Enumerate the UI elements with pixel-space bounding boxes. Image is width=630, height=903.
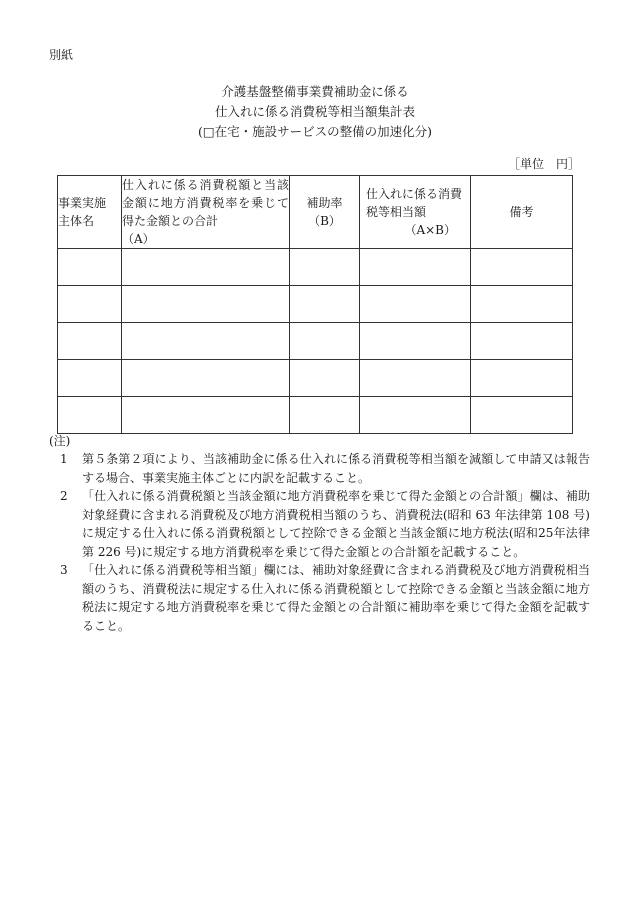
unit-label: ［単位 円］ [507,157,580,171]
header-tax-equivalent [360,176,471,249]
header-tax-suffix: （A） [122,232,155,246]
header-equiv-suffix: （A×B） [404,223,456,237]
header-equiv-line1: 仕入れに係る消費 [366,187,463,201]
table-cell[interactable] [290,397,360,434]
table-row [58,397,573,434]
attachment-label: 別紙 [49,48,74,62]
table-cell[interactable] [58,323,122,360]
notes-list [60,450,590,635]
note-item [60,561,590,635]
table-header-row [58,176,573,249]
header-rate-label: 補助率 [306,196,343,210]
table-cell[interactable] [58,286,122,323]
table-body [58,249,573,434]
summary-table [57,175,573,434]
title-line-3: (□在宅・施設サービスの整備の加速化分) [197,124,433,139]
note-number: 2 [60,489,68,503]
table-cell[interactable] [360,249,471,286]
header-equiv-line2: 税等相当額 [366,205,427,219]
header-tax-text: 仕入れに係る消費税額と当該金額に地方消費税率を乗じて得た金額との合計 [122,178,289,228]
note-item [60,450,590,487]
table-cell[interactable] [58,360,122,397]
header-entity-line2: 主体名 [58,214,95,228]
table-cell[interactable] [290,249,360,286]
table-row [58,249,573,286]
note-item [60,487,590,561]
table-cell[interactable] [290,286,360,323]
table-cell[interactable] [360,360,471,397]
table-cell[interactable] [471,286,573,323]
title-line-2: 仕入れに係る消費税等相当額集計表 [214,104,415,119]
notes-label: (注) [49,434,71,448]
note-number: 3 [60,563,68,577]
table-cell[interactable] [122,323,290,360]
table-cell[interactable] [471,397,573,434]
table-cell[interactable] [58,249,122,286]
table-cell[interactable] [471,249,573,286]
table-cell[interactable] [360,286,471,323]
note-text: 「仕入れに係る消費税額と当該金額に地方消費税率を乗じて得た金額との合計額」欄は、補助対象経費に含まれる消費税及び地方消費税相当額のうち、消費税法(昭和 63 年法律第 108 号)に規定する仕入れに係る消費税額として控除できる金額と当該金額に地方税法(昭和25年法律第 226 号)に規定する地方消費税率を乗じて得た金額との合計額を記載すること。 [82,489,590,559]
table-cell[interactable] [122,360,290,397]
header-remarks: 備考 [471,176,573,249]
note-text: 第５条第２項により、当該補助金に係る仕入れに係る消費税等相当額を減額して申請又は報告する場合、事業実施主体ごとに内訳を記載すること。 [82,452,590,485]
table-cell[interactable] [290,360,360,397]
table-cell[interactable] [471,323,573,360]
table-row [58,360,573,397]
header-entity-line1: 事業実施 [58,196,107,210]
note-number: 1 [60,452,68,466]
title-line-1: 介護基盤整備事業費補助金に係る [221,84,409,99]
header-tax-total [122,176,290,249]
table-cell[interactable] [471,360,573,397]
table-cell[interactable] [360,323,471,360]
header-subsidy-rate [290,176,360,249]
table-cell[interactable] [58,397,122,434]
table-row [58,323,573,360]
header-rate-suffix: （B） [308,214,341,228]
header-entity-name [58,176,122,249]
table-cell[interactable] [122,397,290,434]
table-cell[interactable] [290,323,360,360]
table-cell[interactable] [122,249,290,286]
table-row [58,286,573,323]
table-cell[interactable] [122,286,290,323]
note-text: 「仕入れに係る消費税等相当額」欄には、補助対象経費に含まれる消費税及び地方消費税相当額のうち、消費税法に規定する仕入れに係る消費税額として控除できる金額と当該金額に地方税法に規定する地方消費税率を乗じて得た金額との合計額に補助率を乗じて得た金額を記載すること。 [82,563,590,633]
table-cell[interactable] [360,397,471,434]
